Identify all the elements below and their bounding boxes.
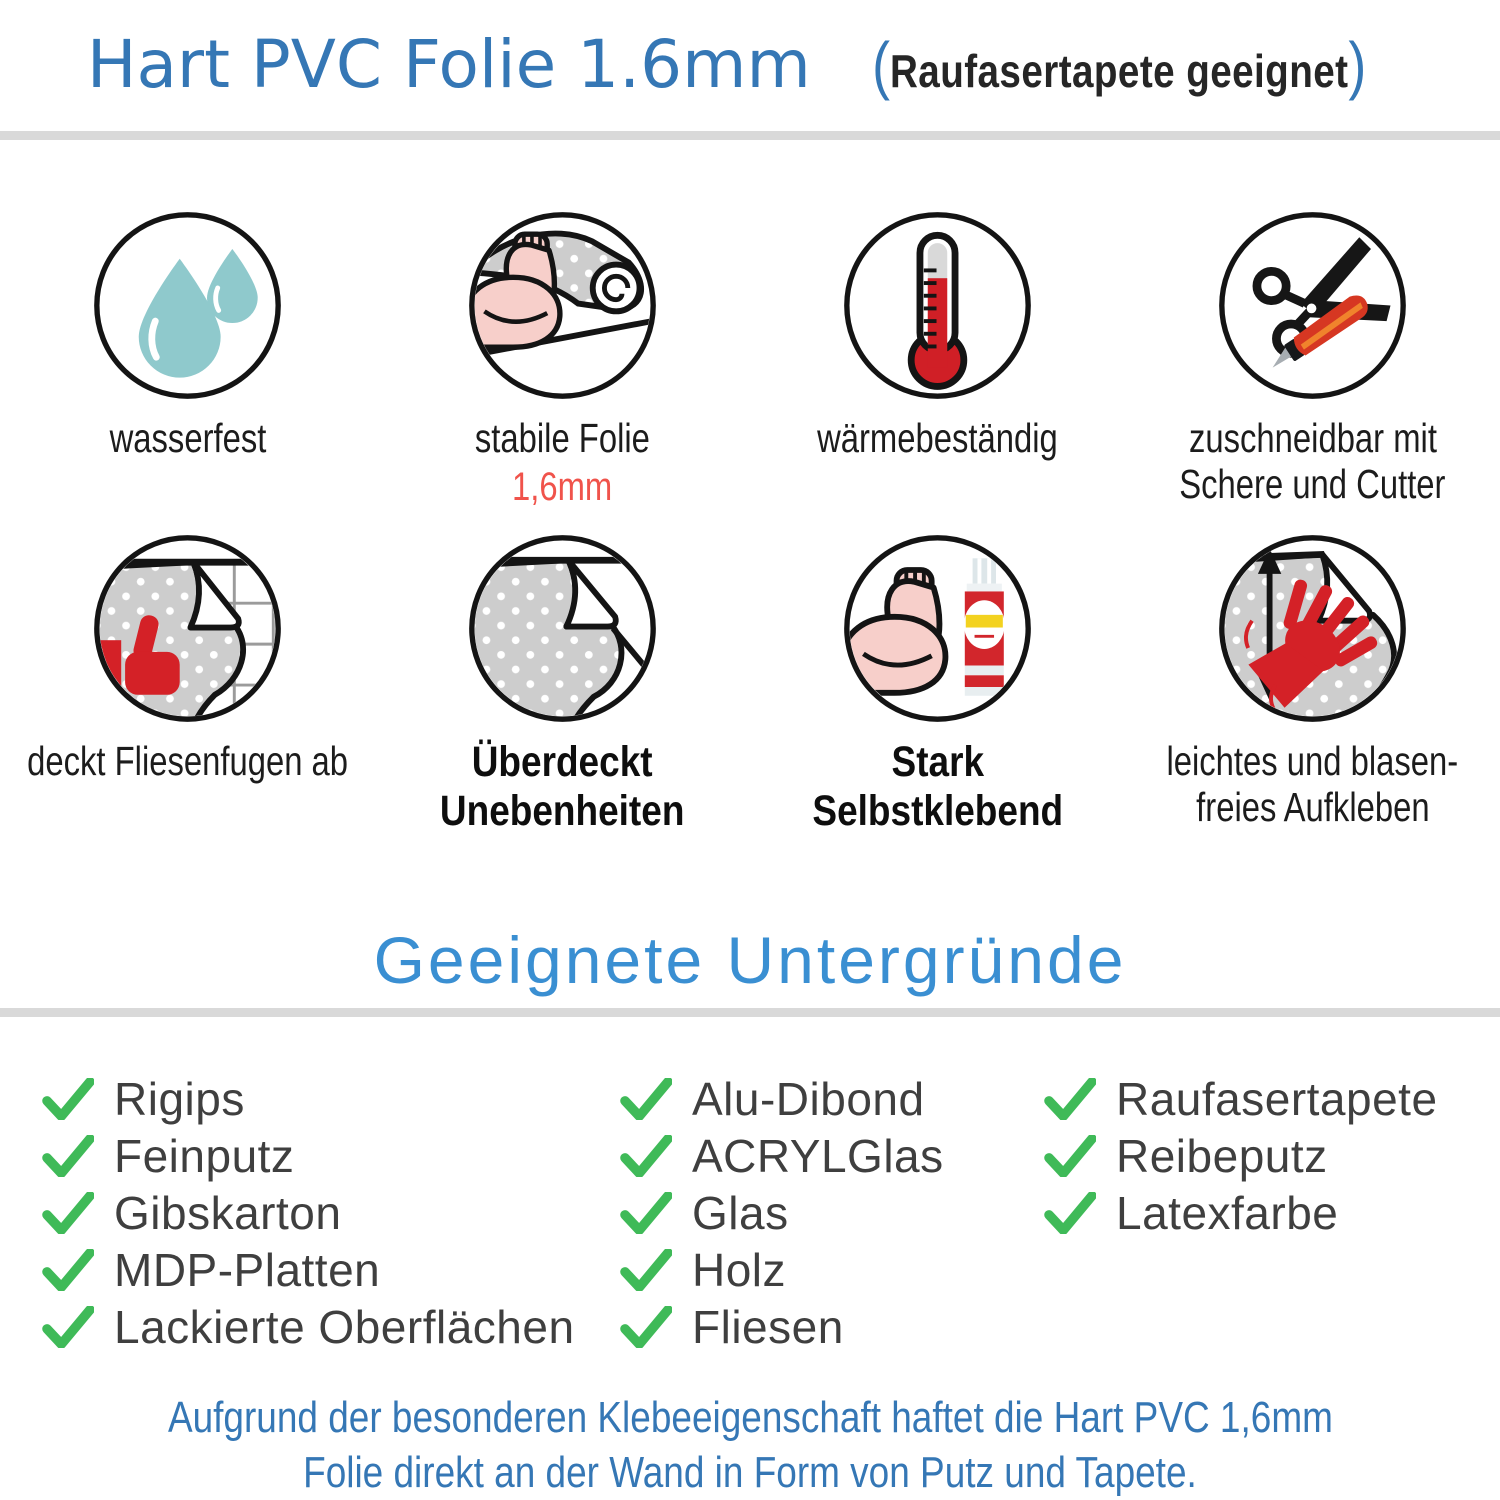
checklist-item	[42, 1184, 575, 1241]
feature-waermebestaendig	[750, 208, 1125, 531]
feature-label: leichtes und blasen- freies Aufkleben	[1166, 738, 1459, 831]
page-subtitle: Raufasertapete geeignet	[889, 45, 1349, 97]
footer-line-1: Aufgrund der besonderen Klebeeigenschaft haftet die Hart PVC 1,6mm	[167, 1393, 1333, 1442]
check-icon	[620, 1249, 672, 1291]
feature-label: Überdeckt Unebenheiten	[440, 738, 685, 835]
page-title-main: Hart PVC Folie 1.6mm	[86, 26, 811, 103]
check-icon	[42, 1078, 94, 1120]
feature-grid	[0, 208, 1500, 854]
feature-label: stabile Folie	[474, 415, 651, 461]
checklist-item-label: Feinputz	[114, 1129, 295, 1182]
checklist-item	[620, 1184, 944, 1241]
checklist-item-label: Glas	[692, 1186, 789, 1239]
checklist-item-label: Alu-Dibond	[692, 1072, 925, 1125]
scissors-cutter-icon	[1215, 208, 1410, 403]
flexed-arm-glue-tube-icon	[840, 531, 1035, 726]
checklist-item	[620, 1241, 944, 1298]
check-icon	[42, 1192, 94, 1234]
checklist-item	[620, 1127, 944, 1184]
feature-stabile-folie	[375, 208, 750, 531]
substrates-column-1	[42, 1070, 575, 1355]
substrates-column-2	[620, 1070, 944, 1355]
substrates-divider	[0, 1008, 1500, 1017]
check-icon	[620, 1078, 672, 1120]
checklist-item-label: Gibskarton	[114, 1186, 342, 1239]
checklist-item-label: MDP-Platten	[114, 1243, 381, 1296]
feature-zuschneidbar	[1125, 208, 1500, 531]
footer-note	[0, 1390, 1500, 1500]
checklist-item-label: Latexfarbe	[1116, 1186, 1339, 1239]
feature-note: 1,6mm	[512, 465, 613, 510]
checklist-item	[42, 1298, 575, 1355]
top-divider	[0, 131, 1500, 140]
checklist-item-label: Holz	[692, 1243, 787, 1296]
page-title-sub	[872, 28, 1366, 102]
page-title	[0, 26, 1500, 103]
feature-label: wasserfest	[109, 415, 266, 461]
checklist-item	[1044, 1184, 1438, 1241]
check-icon	[1044, 1078, 1096, 1120]
checklist-item-label: Fliesen	[692, 1300, 844, 1353]
water-drops-icon	[90, 208, 285, 403]
hand-smoothing-foil-icon	[1215, 531, 1410, 726]
check-icon	[620, 1306, 672, 1348]
feature-label: Stark Selbstklebend	[812, 738, 1063, 835]
check-icon	[42, 1135, 94, 1177]
checklist-item	[1044, 1127, 1438, 1184]
checklist-item-label: Reibeputz	[1116, 1129, 1328, 1182]
close-paren: )	[1348, 29, 1367, 101]
checklist-item-label: ACRYLGlas	[692, 1129, 944, 1182]
checklist-item	[42, 1127, 575, 1184]
checklist-item	[620, 1070, 944, 1127]
checklist-item-label: Raufasertapete	[1116, 1072, 1438, 1125]
check-icon	[42, 1306, 94, 1348]
checklist-item	[620, 1298, 944, 1355]
check-icon	[1044, 1192, 1096, 1234]
checklist-item-label: Lackierte Oberflächen	[114, 1300, 575, 1353]
thumb-up-tiles-icon	[90, 531, 285, 726]
substrates-heading: Geeignete Untergründe	[373, 923, 1127, 997]
checklist-item-label: Rigips	[114, 1072, 245, 1125]
checklist-item	[42, 1070, 575, 1127]
check-icon	[620, 1135, 672, 1177]
feature-label: deckt Fliesenfugen ab	[27, 738, 348, 784]
check-icon	[1044, 1135, 1096, 1177]
checklist-item	[1044, 1070, 1438, 1127]
footer-line-2: Folie direkt an der Wand in Form von Putz und Tapete.	[303, 1448, 1197, 1498]
feature-label: wärmebeständig	[817, 415, 1058, 461]
checklist-item	[42, 1241, 575, 1298]
feature-wasserfest	[0, 208, 375, 531]
open-paren: (	[871, 29, 890, 101]
flexed-arm-foil-roll-icon	[465, 208, 660, 403]
foil-corner-icon	[465, 531, 660, 726]
feature-label: zuschneidbar mit Schere und Cutter	[1179, 415, 1446, 508]
check-icon	[620, 1192, 672, 1234]
feature-selbstklebend	[750, 531, 1125, 854]
substrates-column-3	[1044, 1070, 1438, 1241]
check-icon	[42, 1249, 94, 1291]
feature-unebenheiten	[375, 531, 750, 854]
feature-aufkleben	[1125, 531, 1500, 854]
thermometer-icon	[840, 208, 1035, 403]
feature-fliesenfugen	[0, 531, 375, 854]
